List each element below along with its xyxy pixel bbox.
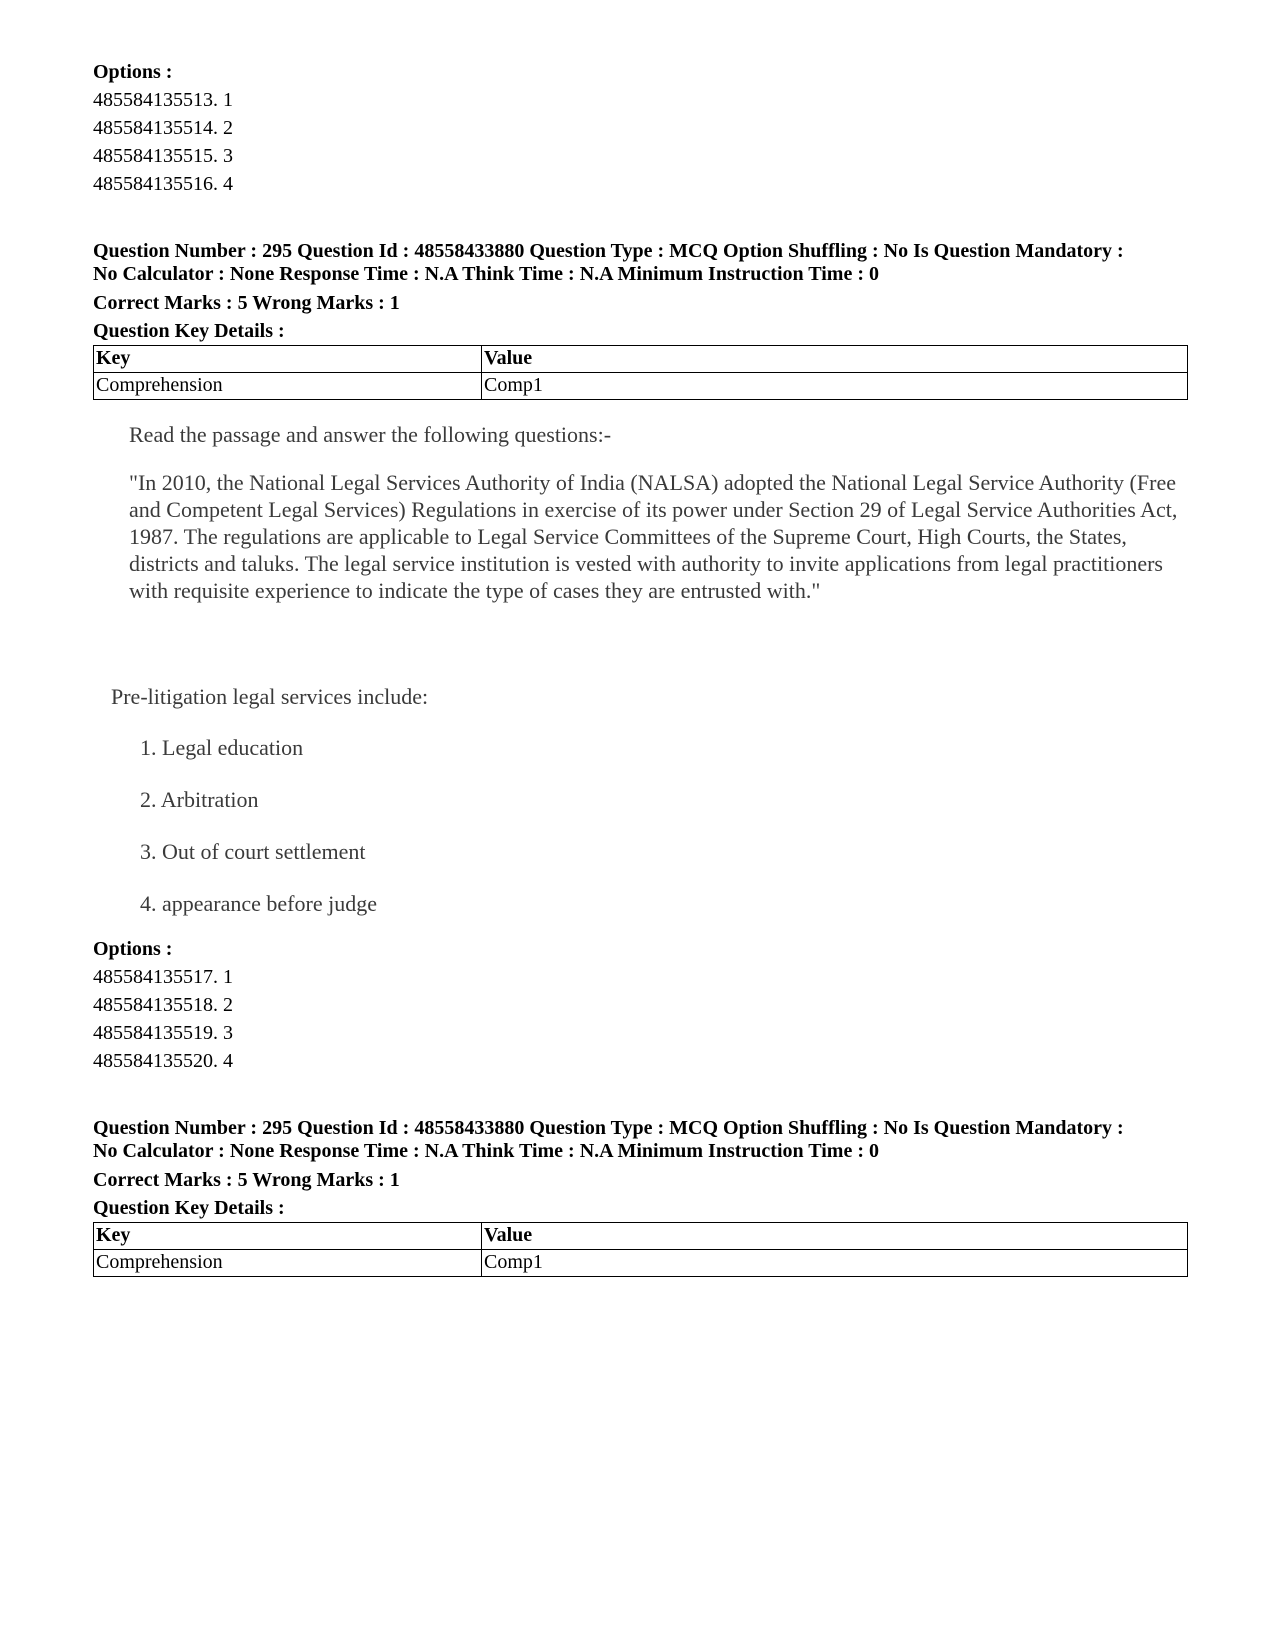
question-key-table [93,345,1188,400]
option-item: 485584135517. 1 [93,966,233,988]
question-meta-line: Question Number : 295 Question Id : 48558433880 Question Type : MCQ Option Shuffling : No Is Question Mandatory : [93,240,1124,262]
table-header-row [94,1223,1188,1250]
top-options [93,58,1193,198]
question-meta-line: Question Number : 295 Question Id : 48558433880 Question Type : MCQ Option Shuffling : No Is Question Mandatory : [93,1117,1124,1139]
option-item: 485584135514. 2 [93,117,233,139]
table-cell: Comprehension [94,1250,482,1277]
table-row [94,373,1188,400]
table-header-row [94,346,1188,373]
option-item: 485584135520. 4 [93,1050,233,1072]
key-details-heading: Question Key Details : [93,320,285,342]
question-choice: 4. appearance before judge [140,891,377,916]
question-key-table [93,1222,1188,1277]
table-header-cell: Value [482,346,1188,373]
comprehension-passage [129,421,1179,604]
question-meta-block [93,240,1193,400]
table-cell: Comp1 [482,1250,1188,1277]
table-row [94,1250,1188,1277]
option-item: 485584135519. 3 [93,1022,233,1044]
option-item: 485584135513. 1 [93,89,233,111]
options-heading: Options : [93,61,173,83]
marks-line: Correct Marks : 5 Wrong Marks : 1 [93,1169,400,1191]
table-header-cell: Key [94,1223,482,1250]
option-item: 485584135518. 2 [93,994,233,1016]
marks-line: Correct Marks : 5 Wrong Marks : 1 [93,292,400,314]
options-heading: Options : [93,938,173,960]
question-stem: Pre-litigation legal services include: [111,684,429,709]
question-choice: 1. Legal education [140,735,304,760]
key-details-heading: Question Key Details : [93,1197,285,1219]
bottom-options [93,935,1193,1075]
question-choice: 3. Out of court settlement [140,839,366,864]
table-header-cell: Key [94,346,482,373]
option-item: 485584135515. 3 [93,145,233,167]
question-meta-line: No Calculator : None Response Time : N.A Think Time : N.A Minimum Instruction Time : 0 [93,263,879,285]
table-header-cell: Value [482,1223,1188,1250]
question-choice: 2. Arbitration [140,787,259,812]
option-item: 485584135516. 4 [93,173,233,195]
table-cell: Comprehension [94,373,482,400]
passage-intro: Read the passage and answer the following questions:- [129,422,612,447]
table-cell: Comp1 [482,373,1188,400]
question-meta-line: No Calculator : None Response Time : N.A Think Time : N.A Minimum Instruction Time : 0 [93,1140,879,1162]
passage-text: "In 2010, the National Legal Services Authority of India (NALSA) adopted the National Legal Service Authority (Free and Competent Legal Services) Regulations in exercise of its power under Section 29 of Legal Service Authorities Act, 1987. The regulations are applicable to Legal Service Committees of the Supreme Court, High Courts, the States, districts and taluks. The legal service institution is vested with authority to invite applications from legal practitioners with requisite experience to indicate the type of cases they are entrusted with." [129,470,1178,603]
question-meta-block [93,1117,1193,1277]
